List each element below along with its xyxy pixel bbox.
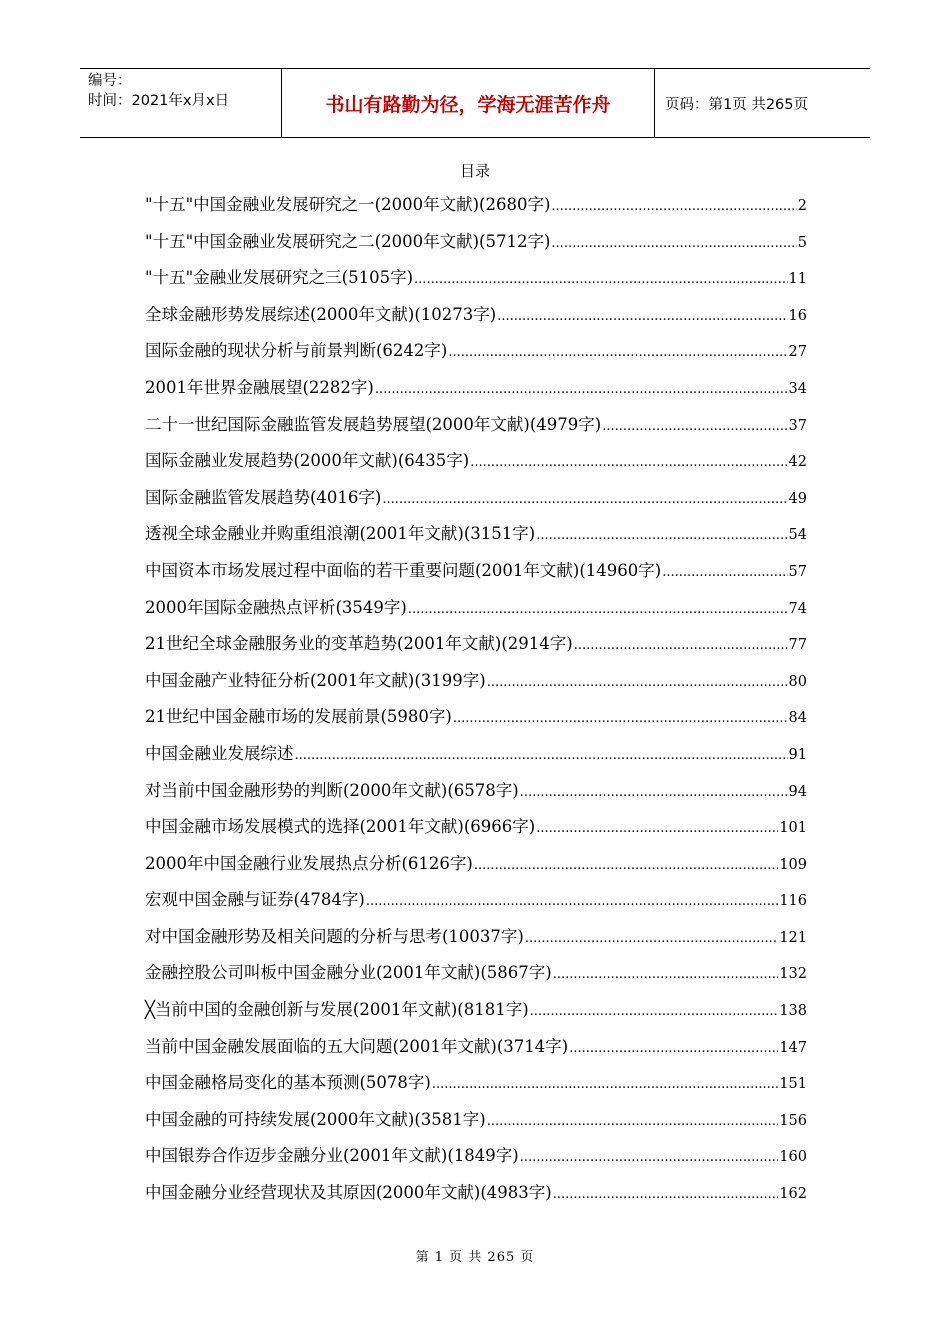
- toc-dot-leader: [470, 455, 787, 470]
- toc-entry-title: 中国金融分业经营现状及其原因(2000年文献)(4983字): [145, 1183, 552, 1203]
- time-label: 时间：2021年x月x日: [88, 93, 230, 109]
- toc-entry[interactable]: [145, 850, 807, 887]
- toc-entry-title: 中国银券合作迈步金融分业(2001年文献)(1849字): [145, 1146, 519, 1166]
- toc-entry-page: 84: [788, 710, 807, 727]
- toc-entry-title: 中国金融市场发展模式的选择(2001年文献)(6966字): [145, 817, 536, 837]
- toc-entry[interactable]: [145, 1142, 807, 1179]
- toc-entry[interactable]: [145, 813, 807, 850]
- toc-entry[interactable]: [145, 886, 807, 923]
- toc-entry[interactable]: [145, 1179, 807, 1216]
- toc-dot-leader: [295, 748, 788, 763]
- toc-entry-page: 49: [788, 490, 807, 507]
- toc-entry-page: 121: [779, 929, 807, 946]
- toc-entry-page: 151: [779, 1076, 807, 1093]
- toc-entry[interactable]: [145, 484, 807, 521]
- toc-dot-leader: [551, 236, 796, 251]
- toc-entry[interactable]: [145, 777, 807, 814]
- toc-entry-page: 156: [779, 1112, 807, 1129]
- toc-entry-page: 91: [788, 746, 807, 763]
- toc-entry[interactable]: [145, 630, 807, 667]
- toc-entry-title: 对当前中国金融形势的判断(2000年文献)(6578字): [145, 780, 519, 800]
- toc-entry-title: 当前中国金融发展面临的五大问题(2001年文献)(3714字): [145, 1036, 569, 1056]
- header-page-info: 页码：第1页 共265页: [665, 96, 809, 113]
- toc-dot-leader: [525, 931, 778, 946]
- toc-dot-leader: [662, 565, 787, 580]
- toc-dot-leader: [536, 821, 778, 836]
- toc-entry[interactable]: [145, 703, 807, 740]
- toc-entry-page: 5: [797, 234, 807, 251]
- toc-entry-title: 国际金融的现状分析与前景判断(6242字): [145, 341, 448, 361]
- toc-entry-title: 中国金融产业特征分析(2001年文献)(3199字): [145, 670, 486, 690]
- toc-entry[interactable]: [145, 557, 807, 594]
- toc-entry-title: 中国金融的可持续发展(2000年文献)(3581字): [145, 1109, 486, 1129]
- toc-dot-leader: [520, 1150, 779, 1165]
- toc-entry-page: 160: [779, 1149, 807, 1166]
- toc-dot-leader: [569, 1041, 778, 1056]
- table-of-contents: [145, 191, 807, 1216]
- toc-dot-leader: [382, 492, 787, 507]
- toc-entry[interactable]: [145, 667, 807, 704]
- toc-entry-page: 2: [797, 198, 807, 214]
- toc-dot-leader: [530, 1004, 779, 1019]
- toc-entry[interactable]: [145, 996, 807, 1033]
- toc-entry[interactable]: [145, 228, 807, 265]
- toc-dot-leader: [553, 967, 779, 982]
- toc-entry-page: 138: [779, 1003, 807, 1020]
- toc-entry[interactable]: [145, 411, 807, 448]
- toc-entry[interactable]: [145, 520, 807, 557]
- toc-dot-leader: [602, 419, 787, 434]
- toc-entry-title: "十五"金融业发展研究之三(5105字): [145, 268, 414, 288]
- toc-entry-title: 21世纪全球金融服务业的变革趋势(2001年文献)(2914字): [145, 634, 573, 654]
- toc-entry-page: 116: [779, 893, 807, 910]
- toc-entry[interactable]: [145, 1033, 807, 1070]
- toc-entry[interactable]: [145, 1106, 807, 1143]
- toc-entry-page: 77: [788, 637, 807, 654]
- toc-entry[interactable]: [145, 337, 807, 374]
- toc-dot-leader: [414, 272, 788, 287]
- header-motto: 书山有路勤为径，学海无涯苦作舟: [282, 69, 655, 137]
- toc-entry-title: 金融控股公司叫板中国金融分业(2001年文献)(5867字): [145, 963, 552, 983]
- toc-entry-page: 74: [788, 600, 807, 617]
- toc-entry-page: 37: [788, 417, 807, 434]
- toc-dot-leader: [474, 858, 778, 873]
- toc-dot-leader: [366, 894, 778, 909]
- toc-entry-title: 中国资本市场发展过程中面临的若干重要问题(2001年文献)(14960字): [145, 560, 662, 580]
- toc-entry[interactable]: [145, 374, 807, 411]
- toc-dot-leader: [574, 638, 788, 653]
- toc-entry-page: 101: [779, 820, 807, 837]
- toc-entry[interactable]: [145, 264, 807, 301]
- header-meta: [80, 69, 282, 137]
- toc-entry[interactable]: [145, 959, 807, 996]
- toc-entry-title: 中国金融格局变化的基本预测(5078字): [145, 1073, 431, 1093]
- toc-entry-page: 147: [779, 1039, 807, 1056]
- toc-entry-title: 国际金融监管发展趋势(4016字): [145, 487, 382, 507]
- toc-entry-page: 94: [788, 783, 807, 800]
- toc-dot-leader: [551, 199, 796, 214]
- toc-entry-page: 27: [788, 344, 807, 361]
- toc-entry-page: 54: [788, 527, 807, 544]
- toc-title: 目录: [459, 162, 490, 180]
- page-footer: 第 1 页 共 265 页: [415, 1250, 535, 1265]
- toc-entry-title: 中国金融业发展综述: [145, 743, 294, 763]
- toc-dot-leader: [553, 1187, 779, 1202]
- toc-entry[interactable]: [145, 740, 807, 777]
- toc-entry-title: 全球金融形势发展综述(2000年文献)(10273字): [145, 304, 497, 324]
- number-label: 编号：: [88, 73, 132, 89]
- toc-entry-page: 162: [779, 1186, 807, 1203]
- toc-entry[interactable]: [145, 191, 807, 228]
- toc-entry-title: 对中国金融形势及相关问题的分析与思考(10037字): [145, 926, 524, 946]
- toc-entry-title: 2000年中国金融行业发展热点分析(6126字): [145, 853, 473, 873]
- toc-entry-page: 16: [788, 307, 807, 324]
- toc-dot-leader: [375, 382, 788, 397]
- toc-entry-page: 34: [788, 380, 807, 397]
- page-header: [80, 68, 870, 138]
- toc-dot-leader: [487, 1114, 779, 1129]
- toc-entry-title: 2001年世界金融展望(2282字): [145, 377, 374, 397]
- toc-entry-title: "十五"中国金融业发展研究之二(2000年文献)(5712字): [145, 231, 551, 251]
- toc-entry[interactable]: [145, 923, 807, 960]
- toc-entry-title: "十五"中国金融业发展研究之一(2000年文献)(2680字): [145, 195, 551, 214]
- toc-entry-title: 宏观中国金融与证券(4784字): [145, 890, 365, 910]
- toc-dot-leader: [453, 711, 788, 726]
- toc-entry-title: ╳当前中国的金融创新与发展(2001年文献)(8181字): [145, 1000, 529, 1020]
- toc-entry-page: 80: [788, 673, 807, 690]
- toc-dot-leader: [487, 675, 788, 690]
- toc-entry[interactable]: [145, 301, 807, 338]
- toc-entry-title: 透视全球金融业并购重组浪潮(2001年文献)(3151字): [145, 524, 536, 544]
- toc-entry-page: 11: [788, 271, 807, 288]
- toc-entry-page: 42: [788, 454, 807, 471]
- toc-dot-leader: [408, 602, 788, 617]
- toc-entry-page: 132: [779, 966, 807, 983]
- toc-entry-title: 国际金融业发展趋势(2000年文献)(6435字): [145, 451, 470, 471]
- toc-entry[interactable]: [145, 594, 807, 631]
- toc-entry[interactable]: [145, 1069, 807, 1106]
- toc-entry-title: 21世纪中国金融市场的发展前景(5980字): [145, 707, 452, 727]
- toc-dot-leader: [520, 785, 788, 800]
- toc-entry[interactable]: [145, 447, 807, 484]
- toc-dot-leader: [432, 1077, 778, 1092]
- toc-entry-page: 57: [788, 563, 807, 580]
- toc-dot-leader: [497, 309, 787, 324]
- toc-entry-page: 109: [779, 856, 807, 873]
- toc-dot-leader: [536, 528, 787, 543]
- toc-entry-title: 二十一世纪国际金融监管发展趋势展望(2000年文献)(4979字): [145, 414, 602, 434]
- toc-entry-title: 2000年国际金融热点评析(3549字): [145, 597, 407, 617]
- toc-dot-leader: [448, 345, 787, 360]
